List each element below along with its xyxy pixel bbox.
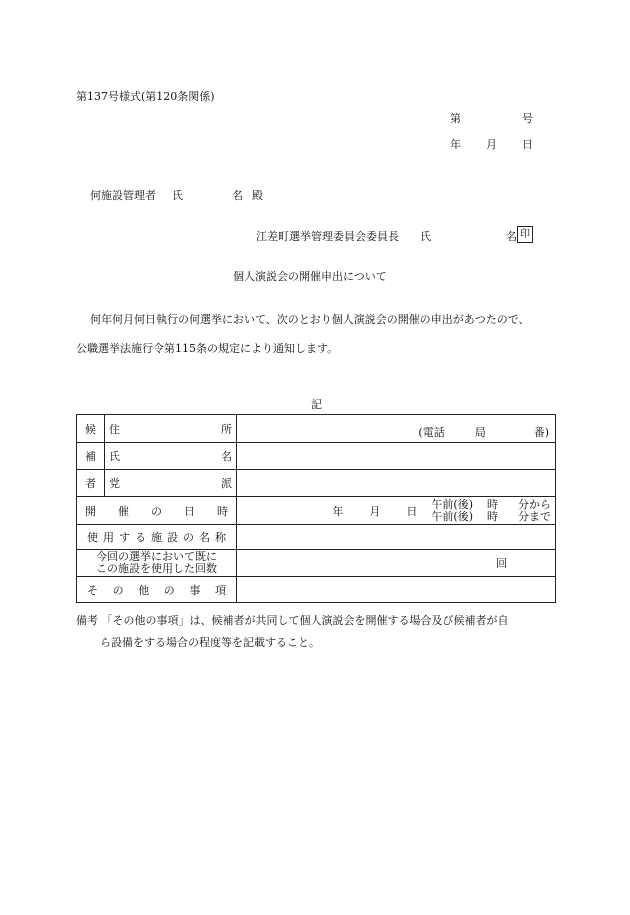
- prior-use-label-line-1: 今回の選挙において既に: [96, 550, 217, 563]
- count-unit: 回: [496, 557, 507, 570]
- name-row: [77, 443, 556, 470]
- datetime-char-4: 日: [184, 504, 195, 518]
- facility-label: [77, 525, 237, 550]
- notes-line-2: ら設備をする場合の程度等を記載すること。: [100, 636, 320, 649]
- facility-char-6: 設: [167, 531, 178, 544]
- notice-table: [76, 414, 556, 603]
- name-field[interactable]: [237, 443, 556, 470]
- candidate-char-3: 者: [77, 470, 105, 497]
- facility-char-2: 用: [103, 531, 114, 544]
- datetime-char-2: 催: [118, 504, 129, 518]
- body-line-2: 公職選挙法施行令第115条の規定により通知します。: [76, 342, 339, 355]
- facility-char-5: 施: [151, 531, 162, 544]
- datetime-field[interactable]: [237, 497, 556, 525]
- facility-char-7: の: [183, 531, 194, 544]
- other-char-4: の: [163, 583, 175, 597]
- doc-number-suffix: 号: [522, 112, 533, 125]
- phone-open: (電話: [418, 425, 445, 439]
- datetime-day-unit: 日: [406, 504, 418, 518]
- datetime-year-unit: 年: [332, 504, 344, 518]
- sender-na: 名: [506, 230, 517, 243]
- sender-title: 江差町選挙管理委員会委員長: [256, 230, 399, 243]
- prior-use-label: [77, 550, 237, 577]
- minute-from: 分から: [518, 497, 551, 511]
- other-field[interactable]: [237, 577, 556, 603]
- doc-number-prefix: 第: [450, 112, 461, 125]
- party-label-char-2: 派: [221, 477, 232, 490]
- facility-char-9: 称: [215, 531, 226, 544]
- document-subject: 個人演説会の開催申出について: [233, 270, 387, 283]
- address-label-char-2: 所: [221, 422, 232, 436]
- addressee-na: 名: [232, 189, 243, 202]
- name-label: [105, 443, 237, 470]
- other-char-6: 項: [214, 583, 226, 597]
- body-line-1: 何年何月何日執行の何選挙において、次のとおり個人演説会の開催の申出があつたので、: [90, 313, 530, 326]
- address-label: [105, 415, 237, 443]
- address-field[interactable]: [237, 415, 556, 443]
- party-label-char-1: 党: [109, 477, 120, 490]
- seal-mark: 印: [517, 226, 533, 243]
- other-char-3: 他: [138, 583, 150, 597]
- datetime-month-unit: 月: [369, 504, 381, 518]
- datetime-row: [77, 497, 556, 525]
- candidate-char-1: 候: [77, 415, 105, 443]
- am-pm-start: 午前(後): [431, 497, 473, 511]
- addressee-title: 何施設管理者: [90, 189, 156, 202]
- prior-use-row: [77, 550, 556, 577]
- ki-heading: 記: [311, 398, 322, 411]
- am-pm-end: 午前(後): [431, 509, 473, 523]
- addressee-honorific: 殿: [252, 189, 263, 202]
- date-month: 月: [486, 138, 497, 151]
- facility-field[interactable]: [237, 525, 556, 550]
- address-row: [77, 415, 556, 443]
- phone-ban: 番): [533, 425, 549, 439]
- address-label-char-1: 住: [109, 422, 120, 436]
- phone-kyoku: 局: [474, 425, 486, 439]
- other-char-2: の: [112, 583, 124, 597]
- name-label-char-2: 名: [221, 450, 232, 463]
- hour-start: 時: [487, 497, 498, 511]
- prior-use-field[interactable]: [237, 550, 556, 577]
- hour-end: 時: [487, 509, 498, 523]
- form-number: 第137号様式(第120条関係): [76, 90, 215, 103]
- date-year: 年: [450, 138, 461, 151]
- other-row: [77, 577, 556, 603]
- other-char-5: 事: [189, 583, 201, 597]
- datetime-char-1: 開: [85, 504, 96, 518]
- addressee-uji: 氏: [172, 189, 183, 202]
- facility-char-4: る: [135, 531, 146, 544]
- facility-row: [77, 525, 556, 550]
- datetime-char-5: 時: [217, 504, 228, 518]
- facility-char-3: す: [119, 531, 130, 544]
- facility-char-1: 使: [87, 531, 98, 544]
- minute-until: 分まで: [518, 509, 551, 523]
- party-row: [77, 470, 556, 497]
- other-label: [77, 577, 237, 603]
- datetime-label: [77, 497, 237, 525]
- party-field[interactable]: [237, 470, 556, 497]
- name-label-char-1: 氏: [109, 450, 120, 463]
- facility-char-8: 名: [199, 531, 210, 544]
- other-char-1: そ: [87, 583, 98, 597]
- prior-use-label-line-2: この施設を使用した回数: [96, 562, 217, 575]
- date-day: 日: [522, 138, 533, 151]
- notes-line-1: 備考 「その他の事項」は、候補者が共同して個人演説会を開催する場合及び候補者が自: [76, 614, 509, 627]
- party-label: [105, 470, 237, 497]
- datetime-char-3: の: [151, 504, 162, 518]
- sender-uji: 氏: [420, 230, 431, 243]
- candidate-char-2: 補: [77, 443, 105, 470]
